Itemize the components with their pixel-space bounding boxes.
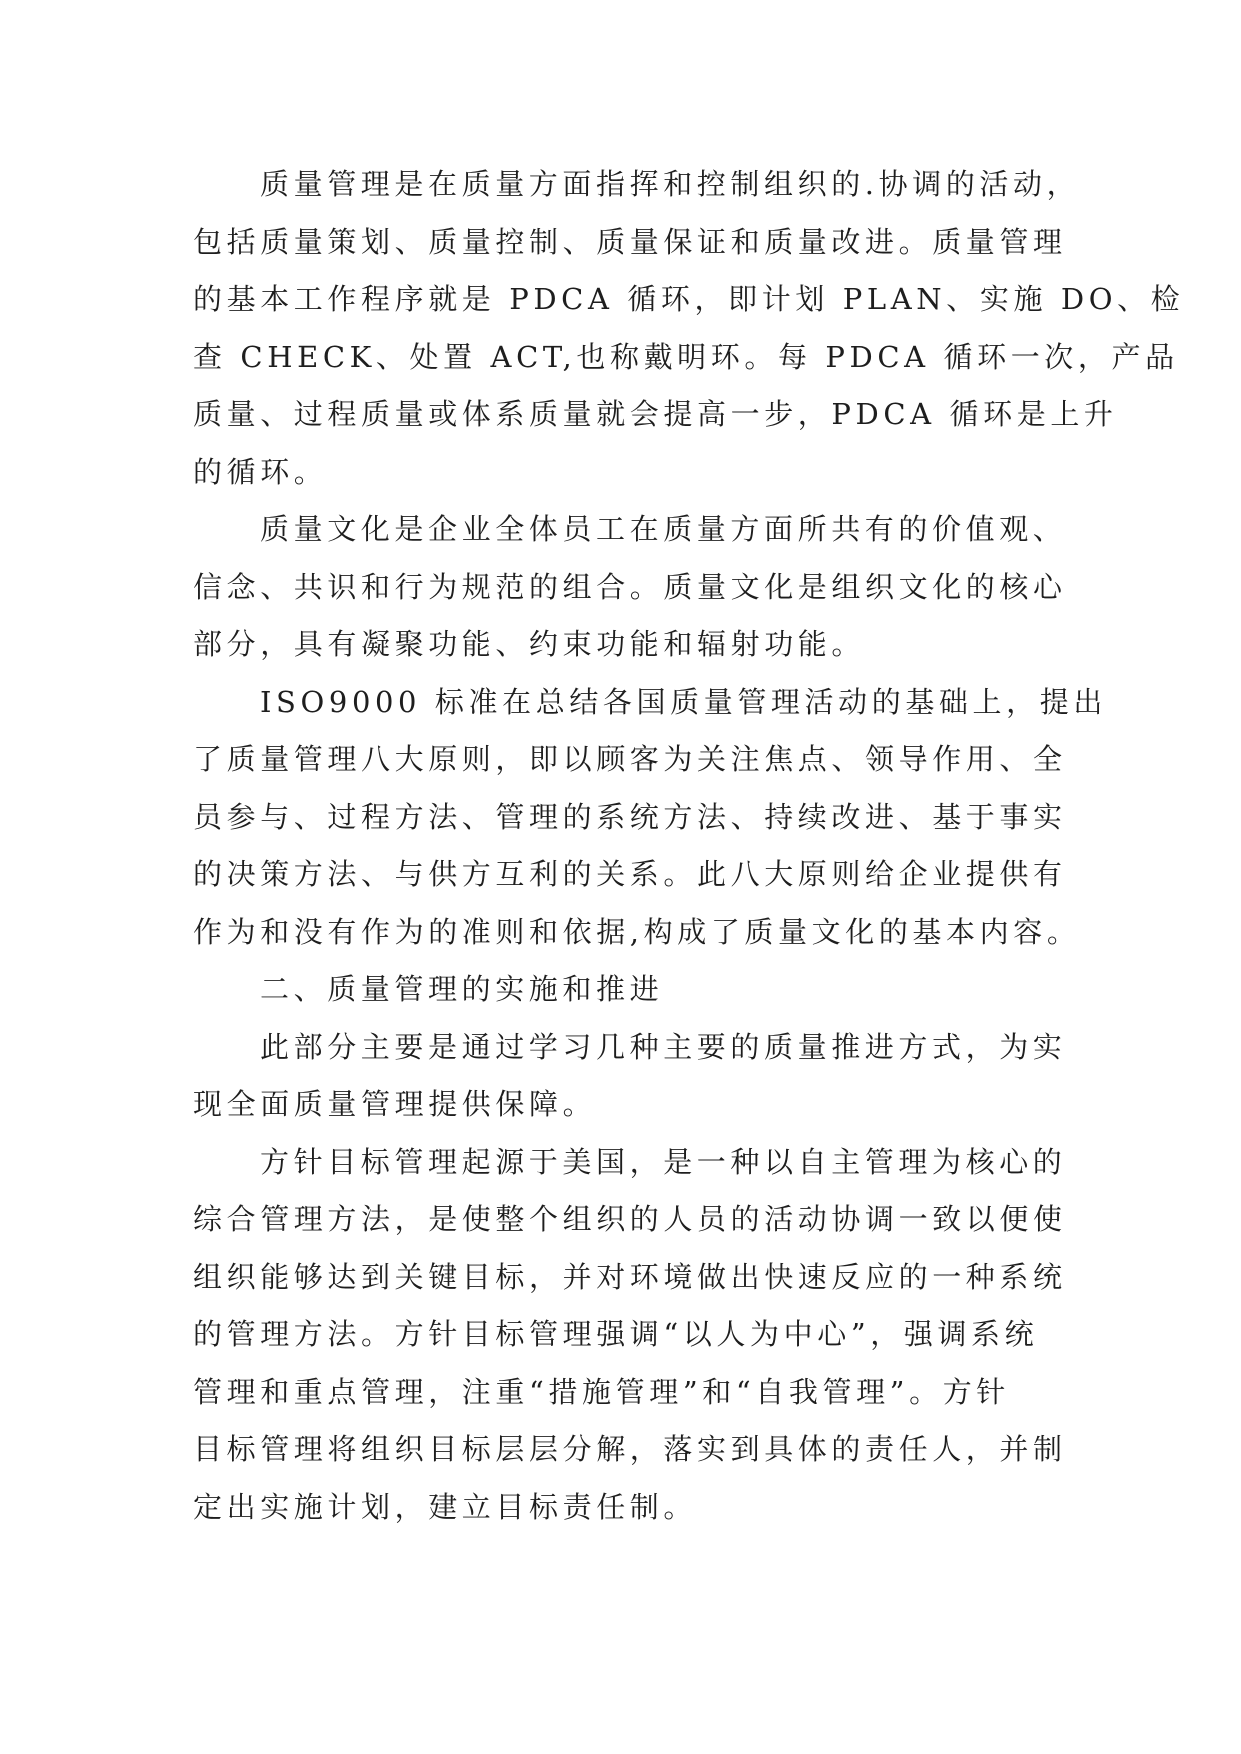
text-line: 此部分主要是通过学习几种主要的质量推进方式，为实 — [260, 1029, 1067, 1064]
text-line: 目标管理将组织目标层层分解，落实到具体的责任人，并制 — [193, 1432, 1067, 1466]
text-line: 的基本工作程序就是 PDCA 循环，即计划 PLAN、实施 DO、检 — [193, 282, 1185, 316]
paragraph-quality-culture — [193, 501, 1067, 674]
paragraph-mbo — [193, 1134, 1067, 1537]
text-line: 的循环。 — [193, 454, 328, 489]
heading-text: 二、质量管理的实施和推进 — [260, 972, 664, 1006]
document-body — [193, 156, 1185, 1536]
paragraph-section-intro — [193, 1019, 1067, 1134]
text-line: 部分，具有凝聚功能、约束功能和辐射功能。 — [193, 627, 866, 661]
text-line: 了质量管理八大原则，即以顾客为关注焦点、领导作用、全 — [193, 742, 1067, 776]
text-line: 综合管理方法，是使整个组织的人员的活动协调一致以便使 — [193, 1202, 1067, 1236]
text-line: 管理和重点管理，注重“措施管理”和“自我管理”。方针 — [193, 1374, 1010, 1409]
text-line: 作为和没有作为的准则和依据,构成了质量文化的基本内容。 — [193, 914, 1081, 949]
text-line: 组织能够达到关键目标，并对环境做出快速反应的一种系统 — [193, 1259, 1067, 1294]
text-line: 信念、共识和行为规范的组合。质量文化是组织文化的核心 — [193, 569, 1067, 604]
text-line: 质量管理是在质量方面指挥和控制组织的.协调的活动， — [260, 167, 1081, 201]
text-line: 质量、过程质量或体系质量就会提高一步，PDCA 循环是上升 — [193, 397, 1118, 431]
text-line: 定出实施计划，建立目标责任制。 — [193, 1489, 698, 1524]
text-line: ISO9000 标准在总结各国质量管理活动的基础上，提出 — [260, 684, 1107, 719]
text-line: 的决策方法、与供方互利的关系。此八大原则给企业提供有 — [193, 857, 1067, 891]
paragraph-pdca — [193, 156, 1185, 501]
section-heading — [193, 961, 1063, 1019]
text-line: 查 CHECK、处置 ACT,也称戴明环。每 PDCA 循环一次，产品 — [193, 339, 1179, 374]
text-line: 现全面质量管理提供保障。 — [193, 1087, 597, 1121]
paragraph-iso9000 — [193, 674, 1107, 962]
text-line: 员参与、过程方法、管理的系统方法、持续改进、基于事实 — [193, 799, 1067, 834]
text-line: 的管理方法。方针目标管理强调“以人为中心”，强调系统 — [193, 1317, 1039, 1351]
text-line: 包括质量策划、质量控制、质量保证和质量改进。质量管理 — [193, 224, 1067, 259]
text-line: 方针目标管理起源于美国，是一种以自主管理为核心的 — [260, 1144, 1067, 1179]
text-line: 质量文化是企业全体员工在质量方面所共有的价值观、 — [260, 512, 1067, 546]
